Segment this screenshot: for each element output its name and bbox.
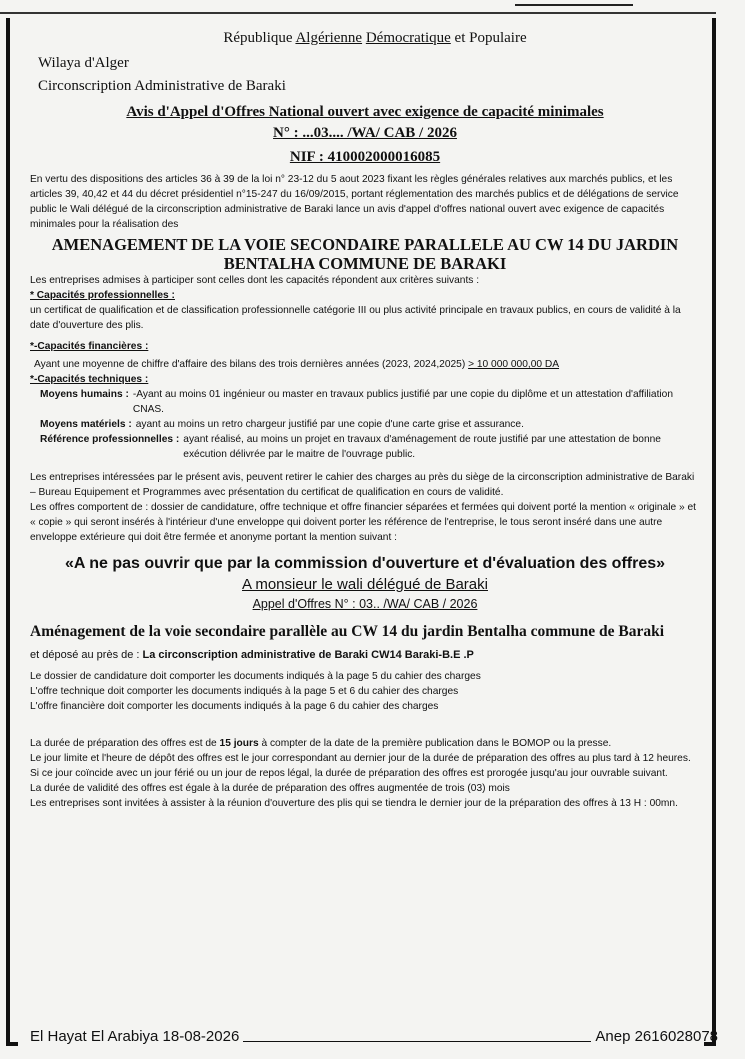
jour-limite-paragraph: Le jour limite et l'heure de dépôt des offres est le jour correspondant au dernier jour de la durée de préparation des offres au plus tard à 12 heures. [30, 753, 691, 764]
avis-number: N° : ...03.... /WA/ CAB / 2026 [273, 125, 457, 141]
nif-number: NIF : 410002000016085 [289, 149, 441, 165]
offres-paragraph: Les offres comportent de : dossier de candidature, offre technique et offre financier séparées et fermées qui doivent porté la mention « originale » et « copie » qui seront insérés à l'intérieur d'une enveloppe qui doivent porter les référence de l'entreprise, le tous seront inséré dans une autre enveloppe extérieure qui doit être fermée et anonyme portant la mention suivant : [30, 502, 696, 543]
capacites-pro-text: un certificat de qualification et de classification professionnelle catégorie III ou plus activité principale en travaux publics, en cours de validité à la date d'ouverture des plis. [30, 305, 681, 331]
capacites-tech-label: *-Capacités techniques : [30, 374, 149, 385]
republic-heading: République Algérienne Démocratique et Populaire [223, 30, 527, 46]
criteria-intro: Les entreprises admises à participer sont celles dont les capacités répondent aux critères suivants : [30, 275, 480, 286]
duree-paragraph: La durée de préparation des offres est de 15 jours à compter de la date de la première publication dans le BOMOP ou la presse. [30, 738, 612, 749]
frame-bottom-left-corner [6, 1042, 18, 1046]
dossier-list [30, 669, 700, 714]
frame-left-border [6, 18, 10, 1045]
validite-paragraph: La durée de validité des offres est égale à la durée de préparation des offres augmentée de trois (03) mois [30, 783, 510, 794]
depot-line: et déposé au près de : La circonscription administrative de Baraki CW14 Baraki-B.E .P [30, 649, 474, 661]
capacites-pro-label: * Capacités professionnelles : [30, 290, 175, 301]
appel-number: Appel d'Offres N° : 03.. /WA/ CAB / 2026 [252, 597, 478, 611]
ferie-paragraph: Si ce jour coïncide avec un jour férié ou un jour de repos légal, la durée de préparation des offres est prorogée jusqu'au jour ouvrable suivant. [30, 768, 668, 779]
anep-reference: Anep 2616028078 [595, 1028, 718, 1045]
publication-footer [30, 1028, 718, 1045]
list-item: L'offre financière doit comporter les documents indiqués à la page 6 du cahier des charges [30, 701, 439, 712]
capacites-fin-text: Ayant une moyenne de chiffre d'affaire des bilans des trois dernières années (2023, 2024,2025) > 10 000 000,00 DA [34, 359, 560, 370]
wilaya-line: Wilaya d'Alger [38, 55, 129, 71]
moyens-materiels: Moyens matériels : ayant au moins un retro chargeur justifié par une copie d'une carte grise et assurance. [40, 419, 524, 430]
top-rule [0, 12, 716, 14]
capacites-fin-label: *-Capacités financières : [30, 341, 149, 352]
avis-title: Avis d'Appel d'Offres National ouvert avec exigence de capacité minimales [126, 104, 604, 120]
circonscription-line: Circonscription Administrative de Baraki [38, 78, 286, 94]
publication-source: El Hayat El Arabiya 18-08-2026 [30, 1028, 240, 1045]
reunion-paragraph: Les entreprises sont invitées à assister à la réunion d'ouverture des plis qui se tiendra le dernier jour de la préparation des offres à 13 H : 00mn. [30, 798, 678, 809]
list-item: Le dossier de candidature doit comporter les documents indiqués à la page 5 du cahier des charges [30, 671, 481, 682]
project-object: Aménagement de la voie secondaire parallèle au CW 14 du jardin Bentalha commune de Baraki [30, 623, 665, 640]
footer-rule [243, 1041, 591, 1042]
wali-address: A monsieur le wali délégué de Baraki [242, 576, 488, 593]
intro-paragraph: En vertu des dispositions des articles 36 à 39 de la loi n° 23-12 du 5 aout 2023 fixant les règles générales relatives aux marchés publics, et les articles 39, 40,42 et 44 du décret présidentiel n°15-247 du 16/09/2015, portant réglementation des marchés publics et de délégations de service public le Wali délégué de la circonscription administrative de Baraki lance un avis d'appel d'offres national ouvert avec exigence de capacités minimales pour la réalisation des [30, 174, 679, 230]
top-edge-mark [515, 0, 633, 6]
project-title: AMENAGEMENT DE LA VOIE SECONDAIRE PARALLELE AU CW 14 DU JARDIN BENTALHA COMMUNE DE BARAKI [51, 235, 679, 273]
notice-page [30, 30, 700, 811]
retrait-paragraph: Les entreprises intéressées par le présent avis, peuvent retirer le cahier des charges au près du siège de la circonscription administrative de Baraki – Bureau Equipement et Programmes avec présentation du certificat de qualification en cours de validité. [30, 472, 695, 498]
reference-professionnelle: Référence professionnelles : ayant réalisé, au moins un projet en travaux d'aménagement de route justifié par une attestation de bonne exécution délivrée par le maitre de l'ouvrage public. [40, 434, 661, 460]
moyens-humains: Moyens humains : -Ayant au moins 01 ingénieur ou master en travaux publics justifié par une copie du diplôme et un attestation d'affiliation CNAS. [40, 389, 674, 415]
list-item: L'offre technique doit comporter les documents indiqués à la page 5 et 6 du cahier des charges [30, 686, 459, 697]
mention-quote: «A ne pas ouvrir que par la commission d'ouverture et d'évaluation des offres» [64, 555, 666, 572]
frame-right-border [712, 18, 716, 1045]
